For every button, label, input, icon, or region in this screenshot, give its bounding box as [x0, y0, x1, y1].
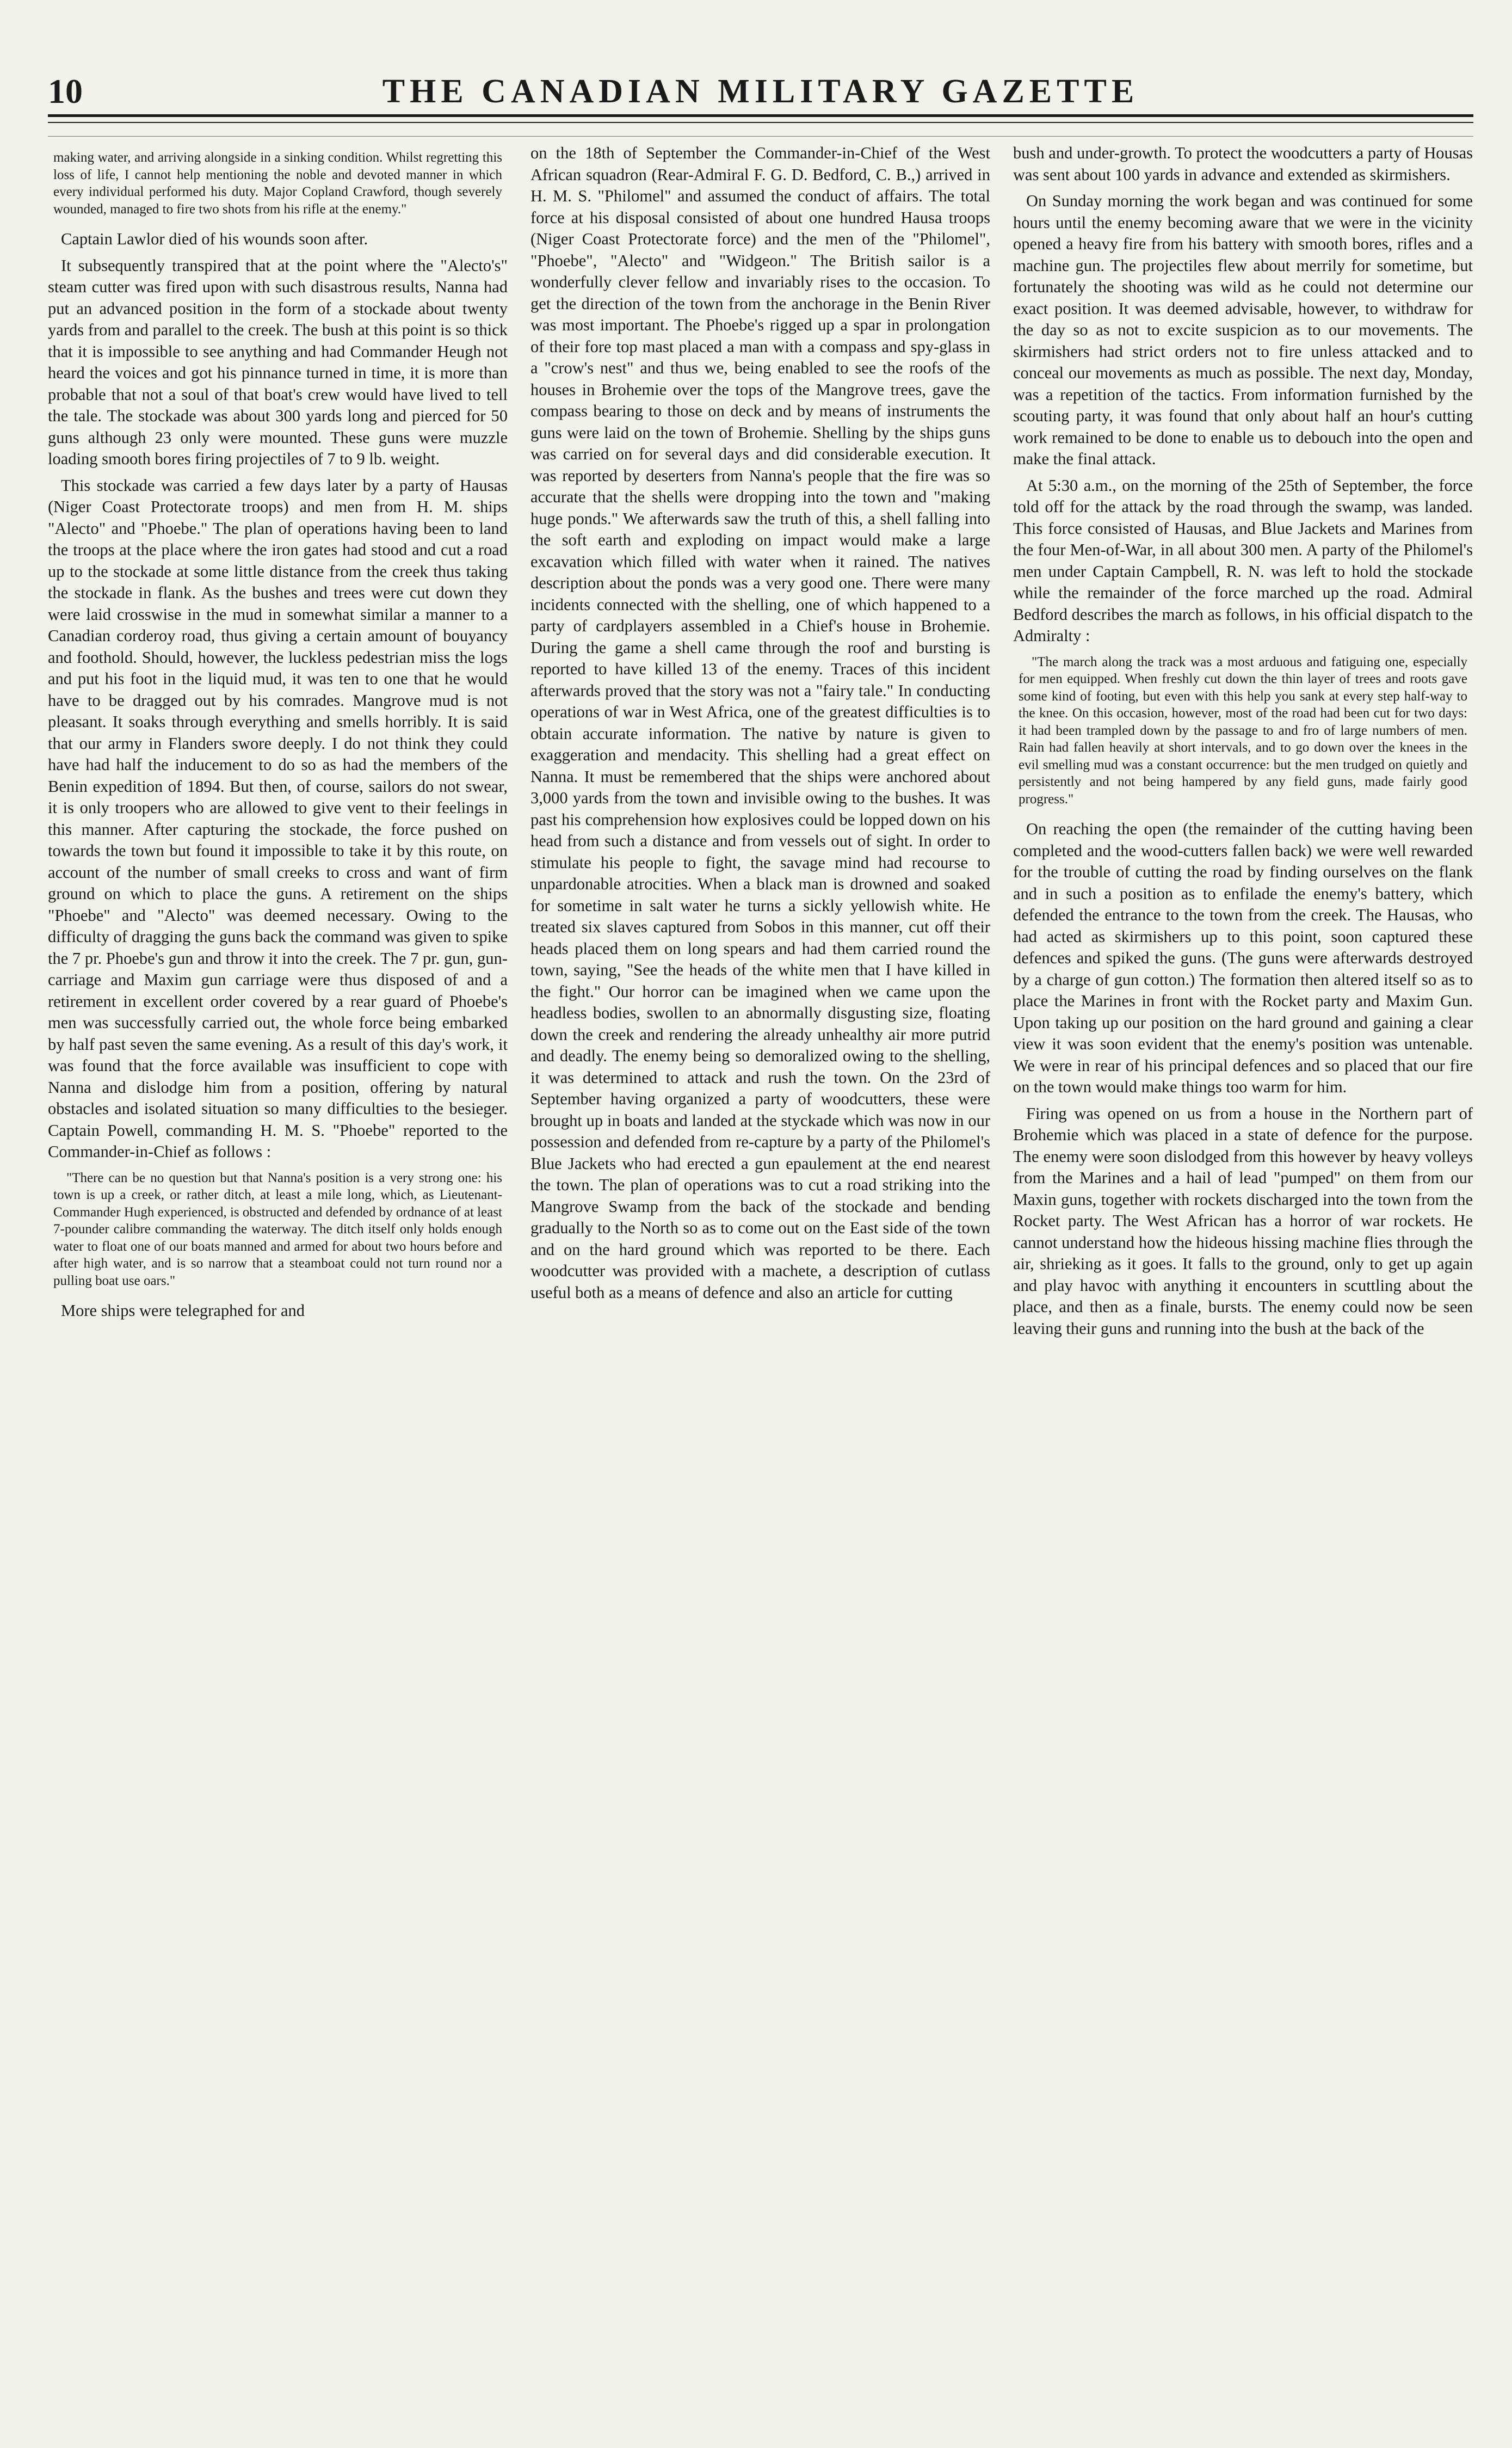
quoted-paragraph: "The march along the track was a most arduous and fatiguing one, especially for men equipped. When freshly cut down the thin layer of trees and roots gave some kind of footing, but even with this help you sank at every step half-way to the knee. On this occasion, however, most of the road had been cut for two days: it had been trampled down by the passage to and fro of large numbers of men. Rain had fallen heavily at short intervals, and to go down over the knees in the evil smelling mud was a constant occurrence: but the men trudged on quietly and persistently and not being hampered by any field guns, made fairly good progress.": [1019, 654, 1467, 807]
masthead: [48, 70, 1473, 113]
header-rule-thin: [48, 122, 1473, 123]
article-paragraph: This stockade was carried a few days later by a party of Hausas (Niger Coast Protectorate troops) and men from H. M. ships "Alecto" and "Phoebe." The plan of operations having been to land the troops at the place where the iron gates had stood and cut a road up to the stockade at some little distance from the creek thus taking the stockade in flank. As the bushes and trees were cut down they were laid crosswise in the mud in somewhat similar a manner to a Canadian corderoy road, thus giving a certain amount of bouyancy and foothold. Should, however, the luckless pedestrian miss the logs and put his foot in the liquid mud, it was ten to one that he would have to be dragged out by his comrades. Mangrove mud is not pleasant. It soaks through everything and smells horribly. It is said that our army in Flanders swore deeply. I do not think they could have had half the inducement to do so as had the members of the Benin expedition of 1894. But then, of course, sailors do not swear, it is only troopers who are allowed to give vent to their feelings in this manner. After capturing the stockade, the force pushed on towards the town but found it impossible to take it by this route, on account of the number of small creeks to cross and want of firm ground on which to place the guns. A retirement on the ships "Phoebe" and "Alecto" was deemed necessary. Owing to the difficulty of dragging the guns back the command was given to spike the 7 pr. Phoebe's gun and throw it into the creek. The 7 pr. gun, gun-carriage and Maxim gun carriage were thus disposed of and a retirement in excellent order covered by a rear guard of Phoebe's men was successfully carried out, the whole force being embarked by half past seven the same evening. As a result of this day's work, it was found that the force available was insufficient to cope with Nanna and dislodge him from a position, offering by natural obstacles and isolated situation so many difficulties to the besieger. Captain Powell, commanding H. M. S. "Phoebe" reported to the Commander-in-Chief as follows :: [48, 476, 508, 1161]
article-paragraph: On reaching the open (the remainder of the cutting having been completed and the wood-cutters fallen back) we were well rewarded for the trouble of cutting the road by finding ourselves on the flank and in such a position as to enfilade the enemy's battery, which defended the entrance to the town from the creek. The Hausas, who had acted as skirmishers up to this point, soon captured these defences and spiked the guns. (The guns were afterwards destroyed by a charge of gun cotton.) The formation then altered itself so as to place the Marines in front with the Rocket party and Maxim Gun. Upon taking up our position on the hard ground and gaining a clear view it was soon evident that the enemy's position was untenable. We were in rear of his principal defences and so placed that our fire on the town would make things too warm for him.: [1013, 820, 1473, 1096]
article-paragraph: It subsequently transpired that at the point where the "Alecto's" steam cutter was fired upon with such disastrous results, Nanna had put an advanced position in the form of a stockade about twenty yards from and parallel to the creek. The bush at this point is so thick that it is impossible to see anything and had Commander Heugh not heard the voices and got his pinnance turned in time, it is more than probable that not a soul of that boat's crew would have lived to tell the tale. The stockade was about 300 yards long and pierced for 50 guns although 23 only were mounted. These guns were muzzle loading smooth bores firing projectiles of 7 to 9 lb. weight.: [48, 256, 508, 468]
article-paragraph: More ships were telegraphed for and: [61, 1301, 305, 1320]
article-paragraph: Captain Lawlor died of his wounds soon after.: [61, 230, 368, 248]
header-rule-hairline: [48, 136, 1473, 137]
article-paragraph: on the 18th of September the Commander-in-Chief of the West African squadron (Rear-Admiral F. G. D. Bedford, C. B.,) arrived in H. M. S. "Philomel" and assumed the conduct of affairs. The total force at his disposal consisted of about one hundred Hausa troops (Niger Coast Protectorate force) and the men of the "Philomel", "Phoebe", "Alecto" and "Widgeon." The British sailor is a wonderfully clever fellow and invariably rises to the occasion. To get the direction of the town from the anchorage in the Benin River was most important. The Phoebe's rigged up a spar in prolongation of their fore top mast placed a man with a compass and spy-glass in a "crow's nest" and thus we, being enabled to see the roofs of the houses in Brohemie over the tops of the Mangrove trees, gave the compass bearing to those on deck and by means of instruments the guns were laid on the town of Brohemie. Shelling by the ships guns was carried on for several days and did considerable execution. It was reported by deserters from Nanna's people that the fire was so accurate that the shells were dropping into the town and "making huge ponds." We afterwards saw the truth of this, a shell falling into the soft earth and exploding on impact would make a large excavation which filled with water when it rained. The natives description about the ponds was a very good one. There were many incidents connected with the shelling, one of which happened to a party of cardplayers assembled in a Chief's house in Brohemie. During the game a shell came through the roof and bursting is reported to have killed 13 of the enemy. Traces of this incident afterwards proved that the story was not a "fairy tale." In conducting operations of war in West Africa, one of the greatest difficulties is to obtain accurate information. The native by nature is given to exaggeration and mendacity. This shelling had a great effect on Nanna. It must be remembered that the ships were anchored about 3,000 yards from the town and invisible owing to the bushes. It was past his comprehension how explosives could be lopped down on his head from such a distance and from vessels out of sight. In order to stimulate his people to fight, the savage mind had recourse to unpardonable atrocities. When a black man is drowned and soaked for sometime in salt water he turns a sickly yellowish white. He treated six slaves captured from Sobos in this manner, cut off their heads placed them on long spears and had them carried round the town, saying, "See the heads of the white men that I have killed in the fight." Our horror can be imagined when we came upon the headless bodies, swollen to an abnormally disgusting size, floating down the creek and rendering the already unhealthy air more putrid and deadly. The enemy being so demoralized owing to the shelling, it was determined to attack and rush the town. On the 23rd of September having organized a party of woodcutters, these were brought up in boats and landed at the styckade which was now in our possession and defended from re-capture by a party of the Philomel's Blue Jackets who had erected a gun epaulement at the end nearest the town. The plan of operations was to cut a road striking into the Mangrove Swamp from the back of the stockade and bending gradually to the North so as to come out on the East side of the town and on the hard ground which was reported to be there. Each woodcutter was provided with a machete, a description of cutlass useful both as a means of defence and also an article for cutting: [530, 144, 990, 1302]
publication-title: THE CANADIAN MILITARY GAZETTE: [382, 73, 1139, 110]
header-rule-thick: [48, 114, 1473, 117]
article-paragraph: bush and under-growth. To protect the woodcutters a party of Housas was sent about 100 yards in advance and extended as skirmishers.: [1013, 144, 1473, 184]
quoted-paragraph: "There can be no question but that Nanna's position is a very strong one: his town is up a creek, or rather ditch, at least a mile long, which, as Lieutenant-Commander Hugh experienced, is obstructed and defended by ordnance of at least 7-pounder calibre commanding the waterway. The ditch itself only holds enough water to float one of our boats manned and armed for about two hours before and after high water, and is so narrow that a steamboat could not turn round nor a pulling boat use oars.": [53, 1170, 502, 1288]
page-number: 10: [48, 72, 83, 110]
article-paragraph: On Sunday morning the work began and was continued for some hours until the enemy becoming aware that we were in the vicinity opened a heavy fire from his battery with smooth bores, rifles and a machine gun. The projectiles flew about merrily for sometime, but fortunately the shooting was wild as he could not determine our exact position. It was deemed advisable, however, to withdraw for the day so as not to excite suspicion as to our movements. The skirmishers had strict orders not to fire unless attacked and to conceal our movements as much as possible. The next day, Monday, was a repetition of the tactics. From information furnished by the scouting party, it was found that only about half an hour's cutting work remained to be done to enable us to debouch into the open and make the final attack.: [1013, 192, 1473, 468]
text-column-2: [530, 143, 990, 2428]
article-paragraph: Firing was opened on us from a house in the Northern part of Brohemie which was placed in a state of defence for the purpose. The enemy were soon dislodged from this however by heavy volleys from the Marines and a hail of lead "pumped" on them from our Maxin guns, together with rockets discharged into the town from the Rocket party. The West African has a horror of war rockets. He cannot understand how the hideous hissing machine flies through the air, shrieking as it goes. It falls to the ground, only to get up again and play havoc with anything it encounters in scuttling about the place, and then as a finale, bursts. The enemy could now be seen leaving their guns and running into the bush at the back of the: [1013, 1104, 1473, 1338]
text-column-3: [1013, 143, 1473, 2428]
article-paragraph: At 5:30 a.m., on the morning of the 25th of September, the force told off for the attack by the road through the swamp, was landed. This force consisted of Hausas, and Blue Jackets and Marines from the four Men-of-War, in all about 300 men. A party of the Philomel's men under Captain Campbell, R. N. was left to hold the stockade while the remainder of the force marched up the road. Admiral Bedford describes the march as follows, in his official dispatch to the Admiralty :: [1013, 476, 1473, 645]
text-column-1: [48, 143, 508, 2428]
quoted-paragraph: making water, and arriving alongside in a sinking condition. Whilst regretting this loss of life, I cannot help mentioning the noble and devoted manner in which every individual performed his duty. Major Copland Crawford, though severely wounded, managed to fire two shots from his rifle at the enemy.": [53, 150, 502, 217]
